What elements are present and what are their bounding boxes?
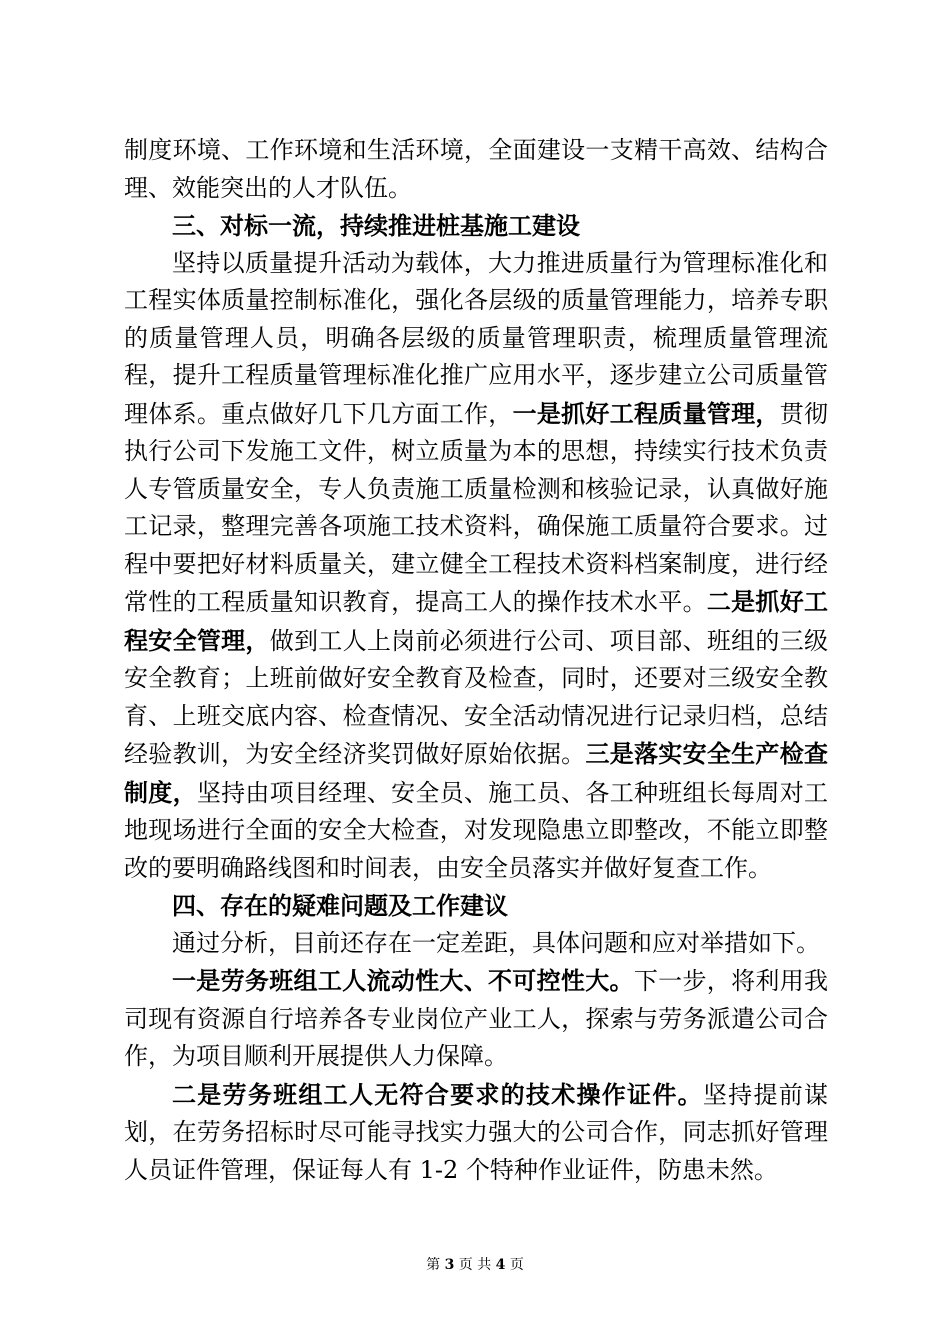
problem-1-text: 下一步，将利用我司现有资源自行培养各专业岗位产业工人，探索与劳务派遣公司合作，为项目顺利开展提供人力保障。 [124, 967, 829, 1070]
paragraph-quality [124, 245, 828, 888]
point-3-text: 坚持由项目经理、安全员、施工员、各工种班组长每周对工地现场进行全面的安全大检查，对发现隐患立即整改，不能立即整改的要明确路线图和时间表，由安全员落实并做好复查工作。 [124, 778, 829, 882]
footer-current-page: 3 [444, 1257, 455, 1273]
section-heading-3: 三、对标一流，持续推进桩基施工建设 [172, 211, 580, 240]
footer-total-pages: 4 [495, 1257, 506, 1273]
footer-suffix: 页 [509, 1257, 524, 1273]
section-heading-4: 四、存在的疑难问题及工作建议 [172, 891, 508, 920]
point-2-title: 二是抓好工程安全管理， [124, 587, 829, 655]
paragraph-talent: 制度环境、工作环境和生活环境，全面建设一支精干高效、结构合理、效能突出的人才队伍。 [124, 136, 828, 202]
footer-mid: 页 共 [458, 1257, 492, 1273]
point-1-text: 贯彻执行公司下发施工文件，树立质量为本的思想，持续实行技术负责人专管质量安全，专人负责施工质量检测和核验记录，认真做好施工记录，整理完善各项施工技术资料，确保施工质量符合要求。过程中要把好材料质量关，建立健全工程技术资料档案制度，进行经常性的工程质量知识教育，提高工人的操作技术水平。 [124, 399, 829, 616]
point-1-title: 一是抓好工程质量管理， [512, 398, 780, 428]
point-2-text: 做到工人上岗前必须进行公司、项目部、班组的三级安全教育；上班前做好安全教育及检查，同时，还要对三级安全教育、上班交底内容、检查情况、安全活动情况进行记录归档，总结经验教训，为安全经济奖罚做好原始依据。 [124, 626, 829, 768]
paragraph-analysis: 通过分析，目前还存在一定差距，具体问题和应对举措如下。 [172, 928, 820, 957]
document-body [124, 132, 828, 1189]
footer-prefix: 第 [426, 1257, 441, 1273]
page-footer [0, 1254, 950, 1274]
point-3-title: 三是落实安全生产检查制度， [124, 739, 829, 807]
quality-intro-text: 坚持以质量提升活动为载体，大力推进质量行为管理标准化和工程实体质量控制标准化，强化各层级的质量管理能力，培养专职的质量管理人员，明确各层级的质量管理职责，梳理质量管理流程，提升工程质量管理标准化推广应用水平，逐步建立公司质量管理体系。重点做好几下几方面工作， [124, 248, 828, 428]
problem-1-title: 一是劳务班组工人流动性大、不可控性大。 [172, 966, 634, 995]
problem-2-text: 坚持提前谋划，在劳务招标时尽可能寻找实力强大的公司合作，同志抓好管理人员证件管理，保证每人有 1-2 个特种作业证件，防患未然。 [124, 1080, 829, 1184]
paragraph-problem-2 [124, 1076, 828, 1190]
paragraph-problem-1 [124, 962, 828, 1076]
problem-2-title: 二是劳务班组工人无符合要求的技术操作证件。 [172, 1079, 703, 1109]
